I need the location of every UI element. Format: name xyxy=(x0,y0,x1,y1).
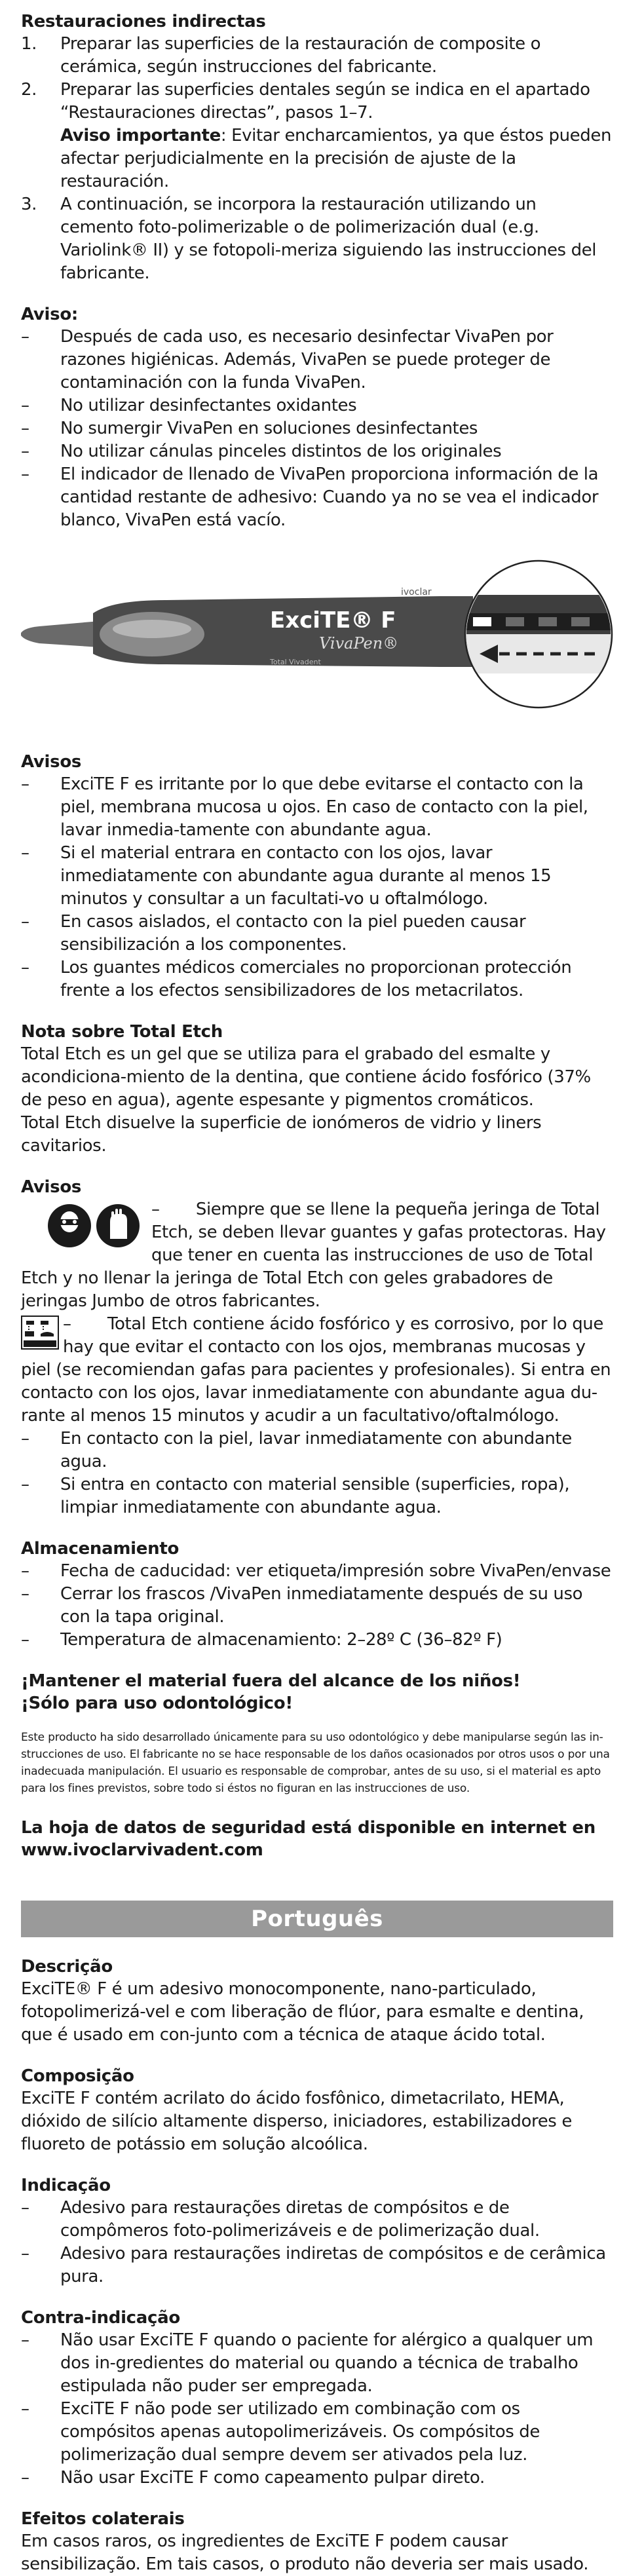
warning-dental-use: ¡Sólo para uso odontológico! xyxy=(21,1694,293,1713)
list-item: – En contacto con la piel, lavar inmediatamente con abundante agua. xyxy=(21,1429,572,1471)
warning-children: ¡Mantener el material fuera del alcance de los niños! xyxy=(21,1671,521,1691)
list-item: – No utilizar desinfectantes oxidantes xyxy=(21,396,357,415)
corrosive-icon xyxy=(21,1316,59,1356)
paragraph: Total Etch es un gel que se utiliza para el grabado del esmalte y acondiciona-miento de la dentina, que contiene ácido fosfórico (37% de peso en agua), agente espesante y pigmentos cromáticos. xyxy=(21,1044,591,1110)
section-contra-indicacao xyxy=(21,2307,613,2490)
section-title: Composição xyxy=(21,2066,134,2086)
section-sds xyxy=(21,1817,613,1861)
vivapen-drawing xyxy=(21,536,613,732)
list-item: 3. A continuación, se incorpora la restauración utilizando un cemento foto-polimerizable o de polimerización dual (e.g. Variolink® II) y se fotopoli-meriza siguiendo las instrucciones del fabricante. xyxy=(21,195,597,283)
section-warnings xyxy=(21,1670,613,1714)
list-item: – Después de cada uso, es necesario desinfectar VivaPen por razones higiénicas. Además, VivaPen se puede proteger de contaminación con la funda VivaPen. xyxy=(21,327,554,392)
list-item: – Cerrar los frascos /VivaPen inmediatamente después de su uso con la tapa original. xyxy=(21,1584,583,1627)
list-item: – No sumergir VivaPen en soluciones desinfectantes xyxy=(21,419,478,438)
list-item: – El indicador de llenado de VivaPen proporciona información de la cantidad restante de adhesivo: Cuando ya no se vea el indicador blanco, VivaPen está vacío. xyxy=(21,464,599,530)
section-restauraciones-indirectas xyxy=(21,10,613,285)
list-item: – ExciTE F es irritante por lo que debe evitarse el contacto con la piel, membrana mucosa u ojos. En caso de contacto con la piel, lavar inmedia-tamente con abundante agua. xyxy=(21,774,588,840)
section-avisos xyxy=(21,751,613,1002)
section-title: Avisos xyxy=(21,752,82,772)
section-disclaimer xyxy=(21,1729,613,1797)
section-title: Aviso: xyxy=(21,305,78,324)
section-almacenamiento xyxy=(21,1538,613,1652)
section-title: Contra-indicação xyxy=(21,2308,180,2328)
section-title: Descrição xyxy=(21,1957,113,1977)
list-item: – Não usar ExciTE F como capeamento pulpar direto. xyxy=(21,2468,485,2488)
list-item: – Siempre que se llene la pequeña jeringa de Total Etch, se deben llevar guantes y gafas protectoras. Hay que tener en cuenta las instrucciones de uso de Total Etch y no llenar la jeringa de Total Etch con geles grabadores de jeringas Jumbo de otros fabricantes. xyxy=(21,1200,606,1311)
section-aviso xyxy=(21,303,613,532)
section-efeitos-colaterais xyxy=(21,2508,613,2576)
fill-indicator xyxy=(473,617,491,626)
section-title: Restauraciones indirectas xyxy=(21,12,266,31)
list-item: – Los guantes médicos comerciales no proporcionan protección frente a los efectos sensibilizadores de los metacrilatos. xyxy=(21,958,572,1000)
list-item: – Adesivo para restaurações diretas de compósitos e de compômeros foto-polimerizáveis e de polimerização dual. xyxy=(21,2198,540,2241)
section-nota-total-etch xyxy=(21,1021,613,1158)
section-descricao xyxy=(21,1956,613,2047)
list-item: – Total Etch contiene ácido fosfórico y es corrosivo, por lo que hay que evitar el contacto con los ojos, membranas mucosas y piel (se recomiendan gafas para pacientes y profesionales). Si entra en contacto con los ojos, lavar inmediatamente con abundante agua du-rante al menos 15 minutos y acudir a un facultativo/oftalmólogo. xyxy=(21,1314,611,1426)
pen-brand-label: ExciTE® F xyxy=(270,607,396,634)
pen-small-label: Total Vivadent xyxy=(270,658,321,666)
list-item: 2. Preparar las superficies dentales según se indica en el apartado “Restauraciones directas”, pasos 1–7. Aviso importante: Evitar encharcamientos, ya que éstos pueden afectar perjudicialmente en la precisión de ajuste de la restauración. xyxy=(21,80,612,191)
section-title: Avisos xyxy=(21,1177,82,1197)
safety-symbols xyxy=(47,1202,142,1256)
paragraph: Em casos raros, os ingredientes de ExciTE F podem causar sensibilização. Em tais casos, o produto não deveria ser mais usado. xyxy=(21,2531,589,2574)
vivapen-illustration xyxy=(21,536,613,732)
banner-title: Português xyxy=(251,1906,383,1932)
paragraph: ExciTE® F é um adesivo monocomponente, nano-particulado, fotopolimerizá-vel e com liberação de flúor, para esmalte e dentina, que é usado em con-junto com a técnica de ataque ácido total. xyxy=(21,1979,584,2045)
pen-cap-label: ivoclar xyxy=(401,587,432,597)
section-composicao xyxy=(21,2065,613,2156)
section-avisos-total-etch xyxy=(21,1176,613,1519)
list-item: – Adesivo para restaurações indiretas de compósitos e de cerâmica pura. xyxy=(21,2244,606,2286)
list-item: – Temperatura de almacenamiento: 2–28º C (36–82º F) xyxy=(21,1630,502,1650)
section-indicacao xyxy=(21,2174,613,2288)
list-item: – Fecha de caducidad: ver etiqueta/impresión sobre VivaPen/envase xyxy=(21,1561,611,1581)
pen-sub-label: VivaPen® xyxy=(319,634,399,653)
section-title: Indicação xyxy=(21,2176,111,2195)
section-title: Nota sobre Total Etch xyxy=(21,1022,223,1042)
list-item: – Si el material entrara en contacto con los ojos, lavar inmediatamente con abundante agua durante al menos 15 minutos y consultar a un facultati-vo u oftalmólogo. xyxy=(21,843,552,909)
list-item: – En casos aislados, el contacto con la piel pueden causar sensibilización a los componentes. xyxy=(21,912,526,955)
pen-tip xyxy=(21,621,100,647)
warning-label: Aviso importante xyxy=(60,126,221,145)
list-item: – No utilizar cánulas pinceles distintos de los originales xyxy=(21,442,502,461)
section-title: Almacenamiento xyxy=(21,1539,180,1559)
language-banner-portugues xyxy=(21,1901,613,1937)
paragraph: ExciTE F contém acrilato do ácido fosfônico, dimetacrilato, HEMA, dióxido de silício altamente disperso, iniciadores, estabilizadores e fluoreto de potássio em solução alcoólica. xyxy=(21,2089,572,2154)
list-item: – ExciTE F não pode ser utilizado em combinação com os compósitos apenas autopolimerizáveis. Os compósitos de polimerização dual sempre devem ser ativados pela luz. xyxy=(21,2399,540,2465)
section-title: Efeitos colaterais xyxy=(21,2509,185,2529)
sds-notice: La hoja de datos de seguridad está disponible en internet en www.ivoclarvivadent.com xyxy=(21,1818,596,1860)
disclaimer-text: Este producto ha sido desarrollado únicamente para su uso odontológico y debe manipularse según las in-strucciones de uso. El fabricante no se hace responsable de los daños ocasionados por otros usos o por una inadecuada manipulación. El usuario es responsable de comprobar, antes de su uso, si el material es apto para los fines previstos, sobre todo si éstos no figuran en las instrucciones de uso. xyxy=(21,1731,610,1795)
list-item: – Si entra en contacto con material sensible (superficies, ropa), limpiar inmediatamente con abundante agua. xyxy=(21,1475,570,1517)
list-item: 1. Preparar las superficies de la restauración de composite o cerámica, según instrucciones del fabricante. xyxy=(21,34,541,77)
list-item: – Não usar ExciTE F quando o paciente for alérgico a qualquer um dos in-gredientes do material ou quando a técnica de trabalho estipulada não puder ser empregada. xyxy=(21,2330,594,2396)
paragraph: Total Etch disuelve la superficie de ionómeros de vidrio y liners cavitarios. xyxy=(21,1113,542,1156)
